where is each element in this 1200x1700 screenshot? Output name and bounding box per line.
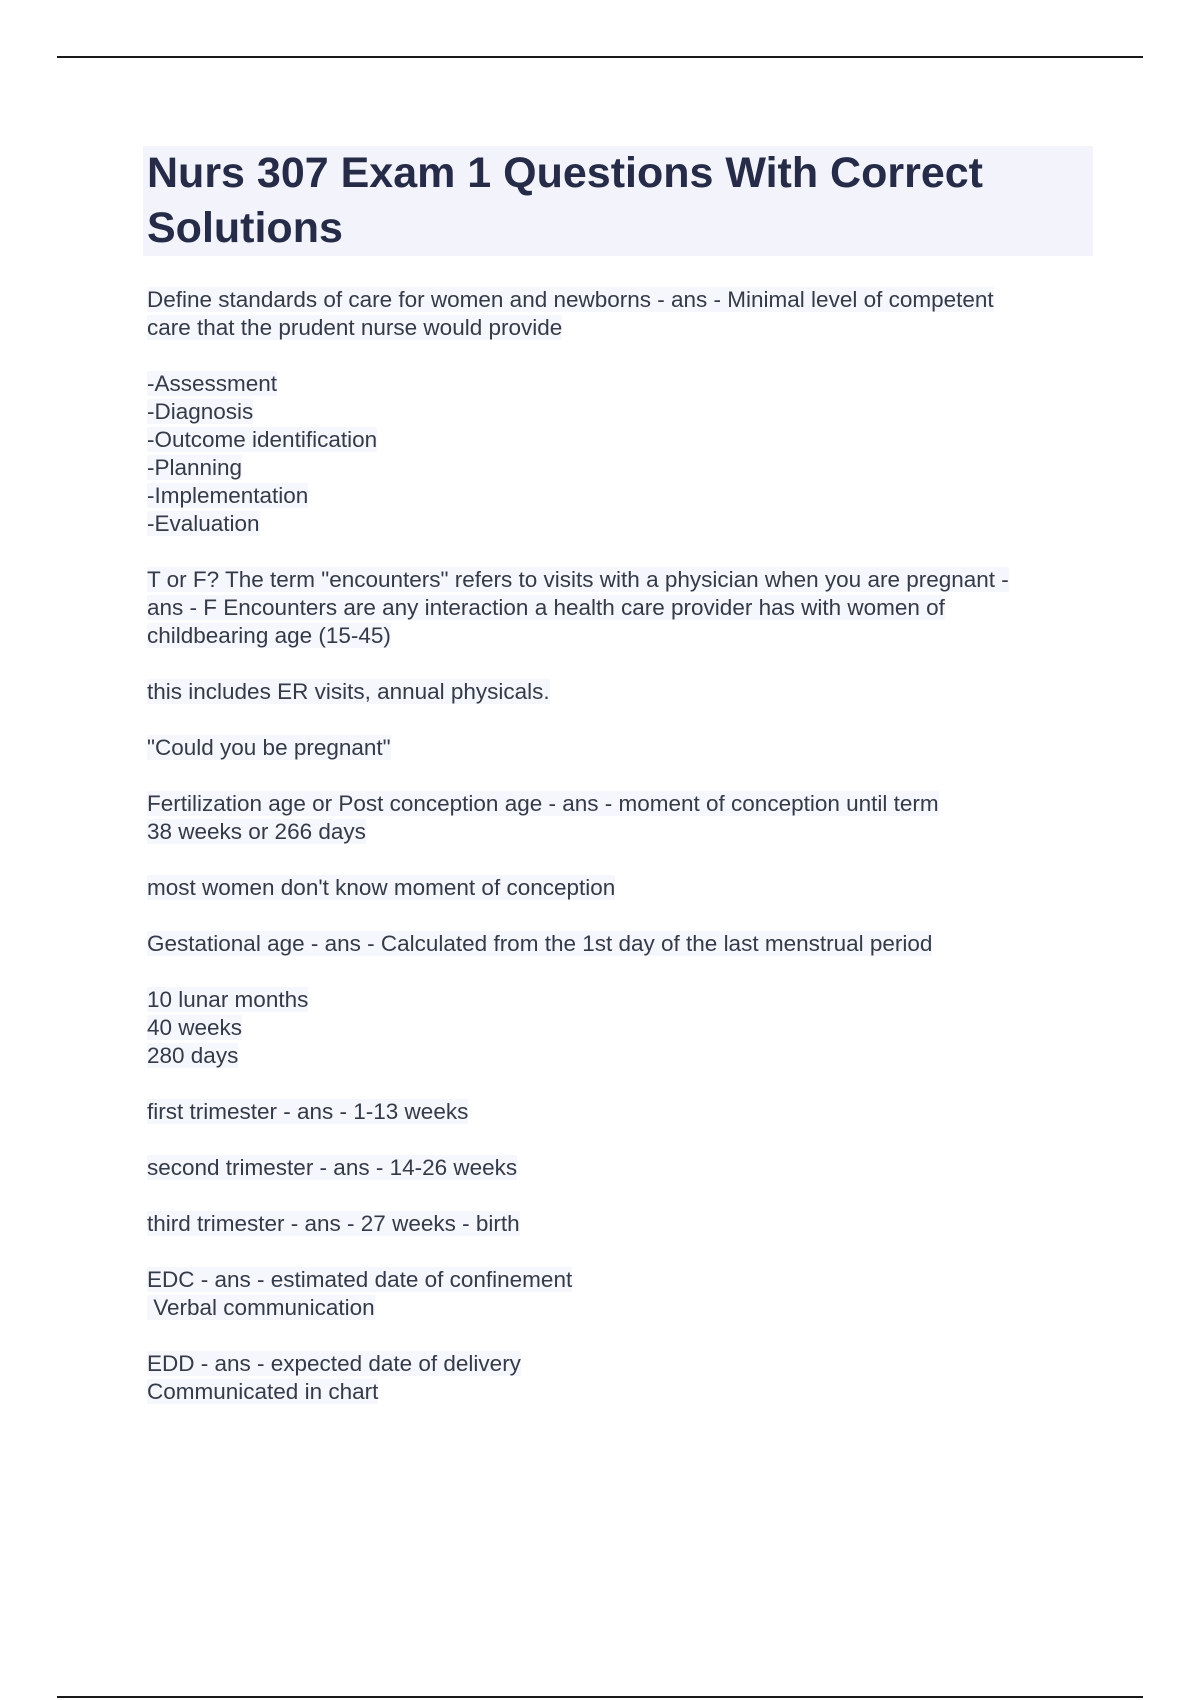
paragraph-could-you-be-pregnant	[143, 734, 1093, 762]
paragraph-moment-of-conception	[143, 874, 1093, 902]
list-item: -Evaluation	[147, 511, 260, 536]
text-line: EDD - ans - expected date of delivery	[147, 1351, 521, 1376]
paragraph-encounters	[143, 566, 1093, 650]
text-line: T or F? The term "encounters" refers to visits with a physician when you are pregnant -	[147, 567, 1009, 592]
text-line: third trimester - ans - 27 weeks - birth	[147, 1211, 520, 1236]
text-line: 10 lunar months	[147, 987, 309, 1012]
text-line: ans - F Encounters are any interaction a health care provider has with women of	[147, 595, 945, 620]
text-line: 280 days	[147, 1043, 239, 1068]
text-line: Fertilization age or Post conception age - ans - moment of conception until term	[147, 791, 939, 816]
paragraph-fertilization-age	[143, 790, 1093, 846]
text-line: childbearing age (15-45)	[147, 623, 391, 648]
document-body	[143, 286, 1093, 1406]
top-rule	[57, 56, 1143, 58]
paragraph-second-trimester	[143, 1154, 1093, 1182]
text-line: first trimester - ans - 1-13 weeks	[147, 1099, 469, 1124]
list-item: -Outcome identification	[147, 427, 378, 452]
text-line: Communicated in chart	[147, 1379, 379, 1404]
list-item: -Diagnosis	[147, 399, 254, 424]
list-item: -Implementation	[147, 483, 309, 508]
list-item: -Assessment	[147, 371, 278, 396]
text-line: Define standards of care for women and newborns - ans - Minimal level of competent	[147, 287, 994, 312]
paragraph-third-trimester	[143, 1210, 1093, 1238]
paragraph-gestational-age	[143, 930, 1093, 958]
text-line: "Could you be pregnant"	[147, 735, 391, 760]
paragraph-standards-of-care	[143, 286, 1093, 342]
text-line: 38 weeks or 266 days	[147, 819, 366, 844]
list-item: -Planning	[147, 455, 243, 480]
document-title: Nurs 307 Exam 1 Questions With Correct Solutions	[143, 146, 1093, 256]
text-line: care that the prudent nurse would provide	[147, 315, 563, 340]
text-line: EDC - ans - estimated date of confinement	[147, 1267, 573, 1292]
text-line: Gestational age - ans - Calculated from the 1st day of the last menstrual period	[147, 931, 933, 956]
paragraph-nursing-process-list	[143, 370, 1093, 538]
text-line: most women don't know moment of conception	[147, 875, 616, 900]
text-line: this includes ER visits, annual physicals.	[147, 679, 550, 704]
text-line: second trimester - ans - 14-26 weeks	[147, 1155, 518, 1180]
paragraph-pregnancy-duration	[143, 986, 1093, 1070]
paragraph-er-visits	[143, 678, 1093, 706]
paragraph-edc	[143, 1266, 1093, 1322]
text-line: Verbal communication	[147, 1295, 375, 1320]
paragraph-first-trimester	[143, 1098, 1093, 1126]
bottom-rule	[57, 1696, 1143, 1698]
document-content	[143, 146, 1093, 1434]
paragraph-edd	[143, 1350, 1093, 1406]
text-line: 40 weeks	[147, 1015, 243, 1040]
